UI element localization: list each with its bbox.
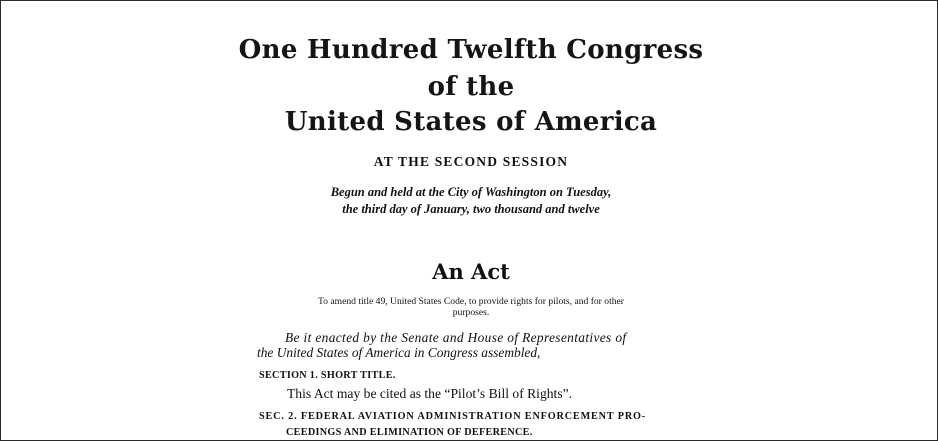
session-label: AT THE SECOND SESSION: [373, 154, 569, 169]
country-title: United States of America: [284, 107, 658, 137]
act-purpose-line-2: purposes.: [452, 307, 490, 318]
section-2-heading-line-2: CEEDINGS AND ELIMINATION OF DEFERENCE.: [286, 427, 533, 438]
enacting-clause-line-2: the United States of America in Congress assembled,: [257, 345, 541, 360]
congress-title: One Hundred Twelfth Congress: [238, 35, 704, 65]
act-heading: An Act: [432, 259, 510, 284]
enacting-clause-line-1: Be it enacted by the Senate and House of Representatives of: [285, 330, 627, 345]
section-1-text: This Act may be cited as the “Pilot’s Bill of Rights”.: [287, 386, 573, 401]
section-2-heading-line-1: SEC. 2. FEDERAL AVIATION ADMINISTRATION ENFORCEMENT PRO-: [259, 411, 647, 422]
session-begun-line-1: Begun and held at the City of Washington on Tuesday,: [330, 185, 612, 199]
session-begun-line-2: the third day of January, two thousand and twelve: [342, 202, 600, 216]
act-purpose-line-1: To amend title 49, United States Code, to provide rights for pilots, and for other: [317, 296, 624, 307]
section-1-heading: SECTION 1. SHORT TITLE.: [259, 370, 396, 381]
congress-title-connector: of the: [427, 72, 515, 102]
